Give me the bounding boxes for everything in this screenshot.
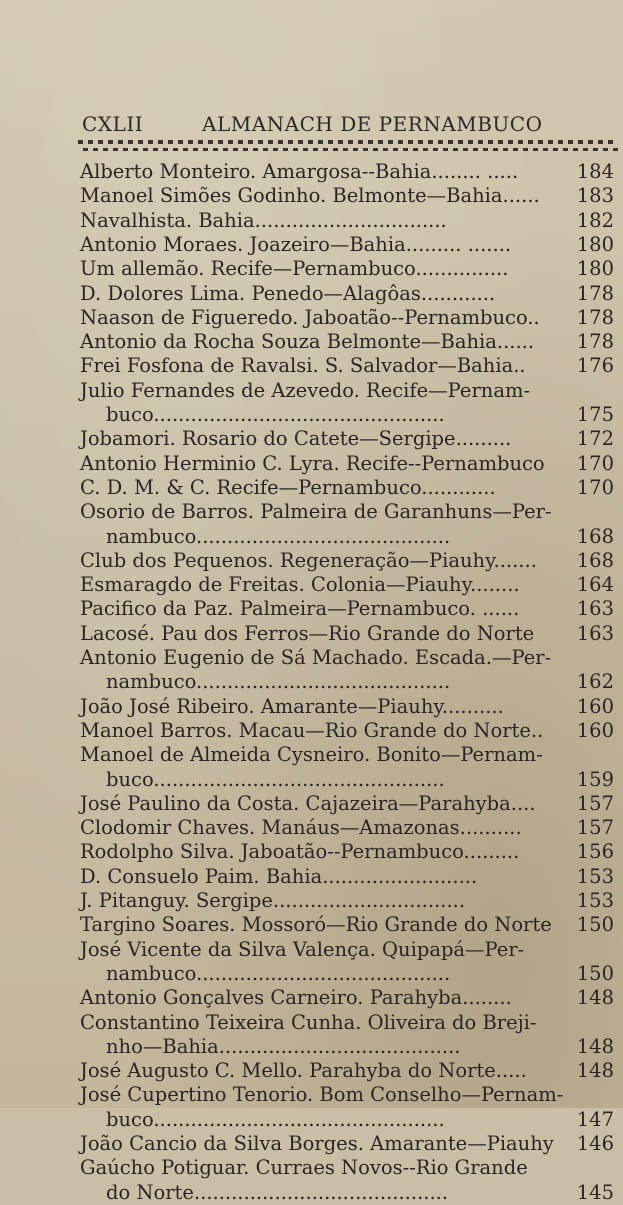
entry-text: Manoel Barros. Macau—Rio Grande do Norte..	[80, 718, 544, 742]
entry-line	[0, 840, 623, 864]
entry-page-number: 180	[576, 257, 614, 281]
entry-page-number: 180	[576, 232, 614, 256]
entry-text: buco...............................................	[106, 1107, 445, 1131]
entry-page-number: 156	[576, 840, 614, 864]
entry-page-number: 183	[576, 184, 614, 208]
entry-text: Osorio de Barros. Palmeira de Garanhuns—Per-	[80, 500, 552, 524]
entry-line	[0, 938, 623, 962]
entry-page-number: 170	[576, 475, 614, 499]
entry-line	[0, 452, 623, 476]
entry-text: Antonio Moraes. Joazeiro—Bahia......... .......	[80, 232, 512, 256]
entry-text: Manoel de Almeida Cysneiro. Bonito—Pernam-	[80, 743, 543, 767]
entry-page-number: 147	[576, 1107, 614, 1131]
entry-line	[0, 719, 623, 743]
entry-page-number: 159	[576, 767, 614, 791]
entry-line	[0, 670, 623, 694]
entry-line	[0, 597, 623, 621]
entry-text: nambuco.........................................	[106, 961, 451, 985]
entry-page-number: 160	[576, 694, 614, 718]
entry-text: Gaúcho Potiguar. Curraes Novos--Rio Grande	[80, 1156, 528, 1180]
entry-line	[0, 209, 623, 233]
entry-page-number: 163	[576, 597, 614, 621]
entry-text: C. D. M. & C. Recife—Pernambuco............	[80, 475, 496, 499]
entry-text: Antonio Eugenio de Sá Machado. Escada.—Per-	[80, 646, 552, 669]
entry-text: Lacosé. Pau dos Ferros—Rio Grande do Norte	[80, 621, 535, 645]
entry-text: D. Dolores Lima. Penedo—Alagôas............	[80, 281, 496, 305]
entry-text: Navalhista. Bahia...............................	[80, 208, 447, 232]
entry-text: Rodolpho Silva. Jaboatão--Pernambuco.........	[80, 840, 520, 864]
entry-text: Antonio da Rocha Souza Belmonte—Bahia......	[80, 330, 535, 354]
entry-text: José Paulino da Costa. Cajazeira—Parahyba....	[80, 791, 536, 815]
entry-line	[0, 500, 623, 524]
entry-line	[0, 427, 623, 451]
entry-text: nho—Bahia.......................................	[106, 1034, 461, 1058]
entry-page-number: 178	[576, 305, 614, 329]
entry-page-number: 148	[576, 1059, 614, 1083]
entry-text: Um allemão. Recife—Pernambuco...............	[80, 257, 509, 281]
entry-page-number: 153	[576, 889, 614, 912]
entry-page-number: 157	[576, 816, 614, 840]
entry-text: Pacifico da Paz. Palmeira—Pernambuco. ......	[80, 597, 520, 621]
entry-text: Alberto Monteiro. Amargosa--Bahia........ .....	[80, 160, 519, 183]
entry-page-number: 163	[576, 621, 614, 645]
entry-line	[0, 160, 623, 184]
entry-line	[0, 1035, 623, 1059]
entry-page-number: 172	[576, 427, 614, 451]
entry-text: Naason de Figueredo. Jaboatão--Pernambuco..	[80, 305, 540, 329]
entry-line	[0, 282, 623, 306]
entry-line	[0, 1181, 623, 1205]
entry-text: D. Consuelo Paim. Bahia.........................	[80, 864, 478, 888]
entry-page-number: 153	[576, 864, 614, 888]
entry-line	[0, 646, 623, 670]
header-rule-lower	[78, 148, 618, 151]
entry-page-number: 182	[576, 208, 614, 232]
entry-page-number: 146	[576, 1132, 614, 1155]
entry-page-number: 176	[576, 354, 614, 378]
entry-page-number: 178	[576, 281, 614, 305]
entry-line	[0, 622, 623, 646]
entry-text: Constantino Teixeira Cunha. Oliveira do Breji-	[80, 1010, 537, 1034]
entry-text: buco...............................................	[106, 403, 445, 426]
entry-page-number: 150	[576, 961, 614, 985]
entry-line	[0, 257, 623, 281]
entry-page-number: 184	[576, 160, 614, 183]
entry-line	[0, 525, 623, 549]
entry-text: João José Ribeiro. Amarante—Piauhy..........	[80, 694, 504, 718]
entry-text: Targino Soares. Mossoró—Rio Grande do Norte	[80, 913, 552, 937]
entry-page-number: 170	[576, 451, 614, 475]
entry-text: Clodomir Chaves. Manáus—Amazonas..........	[80, 816, 522, 840]
entry-page-number: 148	[576, 986, 614, 1010]
entry-line	[0, 330, 623, 354]
entry-line	[0, 573, 623, 597]
entry-line	[0, 306, 623, 330]
entry-text: buco...............................................	[106, 767, 445, 791]
entry-page-number: 148	[576, 1034, 614, 1058]
entry-text: Manoel Simões Godinho. Belmonte—Bahia......	[80, 184, 540, 208]
entry-text: nambuco.........................................	[106, 670, 451, 694]
entry-page-number: 168	[576, 524, 614, 548]
entry-page-number: 164	[576, 573, 614, 597]
entry-line	[0, 403, 623, 427]
page-number: CXLII	[82, 112, 144, 136]
entry-page-number: 157	[576, 791, 614, 815]
entry-text: Julio Fernandes de Azevedo. Recife—Pernam-	[80, 378, 531, 402]
entry-text: Esmaragdo de Freitas. Colonia—Piauhy........	[80, 573, 520, 597]
entry-line	[0, 476, 623, 500]
entry-page-number: 168	[576, 548, 614, 572]
entry-text: Antonio Gonçalves Carneiro. Parahyba........	[80, 986, 512, 1010]
entry-line	[0, 816, 623, 840]
entry-text: Frei Fosfona de Ravalsi. S. Salvador—Bahia..	[80, 354, 526, 378]
entry-line	[0, 913, 623, 937]
entry-text: do Norte.........................................	[106, 1180, 449, 1204]
entry-line	[0, 743, 623, 767]
entry-line	[0, 1132, 623, 1156]
page-header	[82, 108, 592, 138]
entry-line	[0, 1156, 623, 1180]
entry-text: J. Pitanguy. Sergipe...............................	[80, 889, 466, 912]
entry-line	[0, 889, 623, 913]
entry-line	[0, 1083, 623, 1107]
entry-line	[0, 379, 623, 403]
entry-text: José Vicente da Silva Valença. Quipapá—Per-	[80, 937, 525, 961]
entry-text: João Cancio da Silva Borges. Amarante—Piauhy	[80, 1132, 554, 1155]
entry-line	[0, 1108, 623, 1132]
entry-page-number: 160	[576, 718, 614, 742]
entry-line	[0, 768, 623, 792]
entry-text: Antonio Herminio C. Lyra. Recife--Pernambuco	[80, 451, 545, 475]
running-title: ALMANACH DE PERNAMBUCO	[202, 112, 543, 136]
entry-page-number: 150	[576, 913, 614, 937]
entry-line	[0, 233, 623, 257]
entry-page-number: 178	[576, 330, 614, 354]
entry-line	[0, 1059, 623, 1083]
entry-text: Jobamori. Rosario do Catete—Sergipe.........	[80, 427, 512, 451]
entry-line	[0, 865, 623, 889]
entry-page-number: 175	[576, 403, 614, 426]
entry-line	[0, 792, 623, 816]
entry-line	[0, 549, 623, 573]
entry-page-number: 162	[576, 670, 614, 694]
entry-text: nambuco.........................................	[106, 524, 451, 548]
entry-line	[0, 354, 623, 378]
entry-line	[0, 962, 623, 986]
entry-text: José Cupertino Tenorio. Bom Conselho—Pernam-	[80, 1083, 564, 1107]
entry-text: Club dos Pequenos. Regeneração—Piauhy.......	[80, 548, 537, 572]
entry-line	[0, 695, 623, 719]
entry-line	[0, 184, 623, 208]
entry-page-number: 145	[576, 1180, 614, 1204]
entry-line	[0, 986, 623, 1010]
entry-text: José Augusto C. Mello. Parahyba do Norte.....	[80, 1059, 527, 1083]
entry-line	[0, 1011, 623, 1035]
